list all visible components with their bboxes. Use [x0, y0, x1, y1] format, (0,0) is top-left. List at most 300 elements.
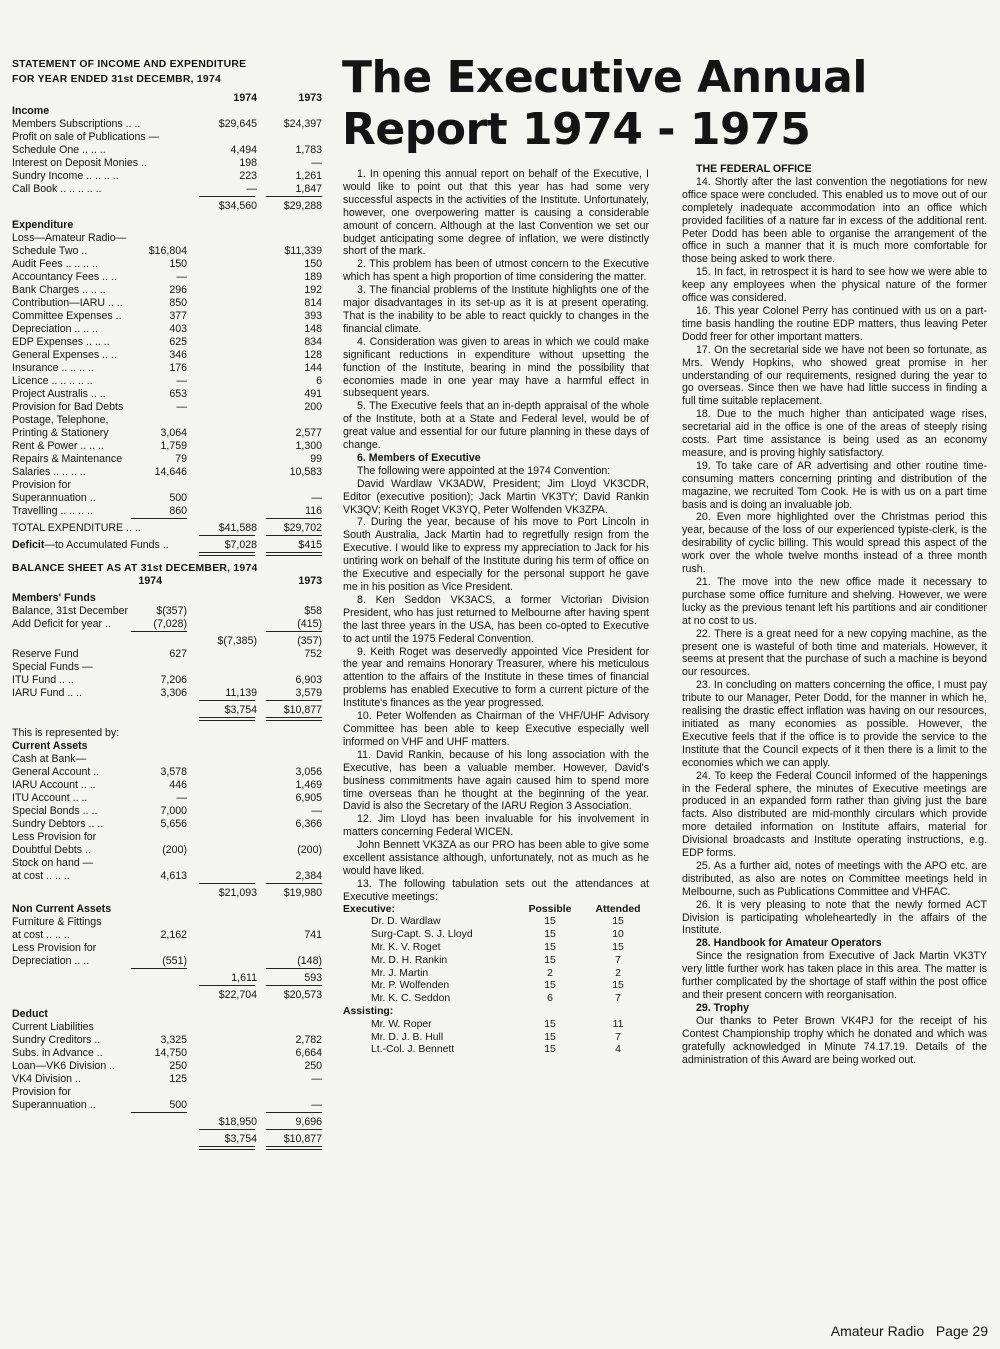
balance-value-prior: —: [311, 1073, 322, 1085]
ledger-label: Licence .. .. .. .. ..: [12, 375, 93, 387]
ledger-value-current: $16,804: [148, 245, 187, 257]
balance-row: [12, 929, 322, 942]
paragraph: 21. The move into the new office made it necessary to purchase some office furniture and shelving. However, we were lucky as the previous tenant left his partitions and air conditioner at no cost to us.: [682, 576, 987, 627]
balance-value-prior: 6,903: [295, 674, 322, 686]
ledger-label: Rent & Power .. .. ..: [12, 440, 104, 452]
meetings-possible: 2: [547, 967, 553, 979]
statement-subheading: FOR YEAR ENDED 31st DECEMBR, 1974: [12, 74, 222, 85]
ledger-value-prior: 10,583: [289, 466, 322, 478]
ledger-row: [12, 258, 322, 271]
ledger-value-current: 500: [169, 492, 187, 504]
statement-heading: STATEMENT OF INCOME AND EXPENDITURE: [12, 59, 247, 70]
ledger-row: [12, 297, 322, 310]
balance-label: ITU Fund .. ..: [12, 674, 74, 686]
funds-total: $3,754 $10,877: [224, 704, 322, 716]
attendance-row: [343, 1019, 649, 1032]
ledger-row: [12, 479, 322, 492]
ledger-label: Insurance .. .. .. ..: [12, 362, 94, 374]
statement-year-header: 1974 1973: [233, 92, 322, 104]
ledger-value-current: 403: [169, 323, 187, 335]
ledger-label: Interest on Deposit Monies ..: [12, 157, 147, 169]
balance-row: [12, 955, 322, 968]
ledger-value-prior: 200: [304, 401, 322, 413]
ledger-label: Audit Fees .. .. .. ..: [12, 258, 98, 270]
balance-label: Loan—VK6 Division ..: [12, 1060, 116, 1072]
ledger-value-current: 14,646: [154, 466, 187, 478]
ledger-label: Printing & Stationery: [12, 427, 109, 439]
paragraph: 20. Even more highlighted over the Christmas period this year, because of the loss of our experienced typiste-clerk, is the desirability of cyclic billing. This would spread this aspect of the work over the whole twelve months instead of a three month rush.: [682, 511, 987, 576]
paragraph: 11. David Rankin, because of his long association with the Executive, has been a valuable member. However, David's business commitments have again caused him to spend more time overseas than he thought at the beginning of the year. David is also the Secretary of the IARU Region 3 Association.: [343, 748, 649, 813]
article-column-1: [343, 168, 649, 1057]
balance-value: 4,613: [160, 870, 187, 882]
balance-value-prior: 6,366: [295, 818, 322, 830]
income-total: $34,560 $29,288: [218, 200, 322, 212]
balance-label: IARU Fund .. ..: [12, 687, 83, 699]
ledger-row: [12, 336, 322, 349]
ledger-value-current: —: [176, 375, 187, 387]
balance-label: Sundry Debtors .. ..: [12, 818, 104, 830]
balance-value-prior: 752: [304, 648, 322, 660]
ledger-value-current: 346: [169, 349, 187, 361]
ledger-value-prior: 814: [304, 297, 322, 309]
ledger-row: [12, 245, 322, 258]
ledger-value-current: 223: [239, 170, 257, 182]
balance-value-prior: —: [311, 805, 322, 817]
ledger-value-current: 860: [169, 505, 187, 517]
ledger-value-current: —: [246, 183, 257, 195]
balance-label: Balance, 31st December: [12, 605, 129, 617]
ledger-row: [12, 362, 322, 375]
paragraph: Our thanks to Peter Brown VK4PJ for the receipt of his Contest Championship trophy which he donated and which was gratefully acknowledged in Minute 74.17.19. Details of the administration of this Award are being worked out.: [682, 1014, 987, 1066]
balance-value: 3,325: [160, 1034, 187, 1046]
paragraph: 14. Shortly after the last convention the negotiations for new office space were concluded. This enabled us to move out of our completely inadequate accommodation into an office which provided facilities of a nature far in excess of the additional rent. Peter Dodd has been able to organise the arrangement of the office in such a manner that it is much more comfortable for those being asked to work there.: [682, 175, 987, 266]
ledger-label: Project Australis .. ..: [12, 388, 106, 400]
section-heading: 29. Trophy: [696, 1001, 749, 1014]
balance-value: 3,578: [160, 766, 187, 778]
paragraph: 24. To keep the Federal Council informed of the happenings in the Federal sphere, the minutes of Executive meetings are produced in an expanded form rather than giving just the bare facts. Also distributed are mid-monthly circulars which provide more detailed information on Institute affairs, material for Divisional broadcasts and Institute operating instructions, e.g. EDP forms.: [682, 769, 987, 860]
paragraph: 16. This year Colonel Perry has continued with us on a part-time basis handling the routine EDP matters, thus leaving Peter Dodd freer for other important matters.: [682, 304, 987, 343]
ledger-value-current: 176: [169, 362, 187, 374]
balance-label: Less Provision for: [12, 942, 97, 954]
ledger-value-prior: 99: [310, 453, 322, 465]
ledger-value-current: 198: [239, 157, 257, 169]
ledger-row: [12, 492, 322, 505]
balance-value: 446: [169, 779, 187, 791]
ledger-row: [12, 375, 322, 388]
ledger-label: Profit on sale of Publications —: [12, 131, 160, 143]
paragraph: David Wardlaw VK3ADW, President; Jim Lloyd VK3CDR, Editor (executive position); Jack Martin VK3TY; David Rankin VK3QV; Keith Roget VK3YQ, Peter Wolfenden VK3ZPA.: [343, 477, 649, 516]
paragraph: 5. The Executive feels that an in-depth appraisal of the whole of the Institute, both at a State and Federal level, would be of great value and essential for our future planning in these days of change.: [343, 400, 649, 452]
balance-label: at cost .. .. ..: [12, 870, 70, 882]
ledger-value-current: 850: [169, 297, 187, 309]
balance-label: Current Liabilities: [12, 1021, 94, 1033]
paragraph: 26. It is very pleasing to note that the newly formed ACT Division is participating wholeheartedly in the affairs of the Institute.: [682, 898, 987, 937]
paragraph: 3. The financial problems of the Institute highlights one of the major disadvantages in its set-up as it is at present operating. That is the inability to be able to react quickly to changes in the financial climate.: [343, 284, 649, 335]
ledger-row: [12, 183, 322, 196]
ledger-value-prior: 116: [305, 505, 322, 517]
meetings-possible: 15: [544, 929, 556, 941]
attendance-row: [343, 968, 649, 981]
balance-label: Special Funds —: [12, 661, 93, 673]
balance-value: $(357): [156, 605, 187, 617]
meetings-possible: 6: [547, 993, 553, 1005]
balance-value: 7,206: [160, 674, 187, 686]
publication-name: Amateur Radio: [830, 1323, 925, 1339]
balance-row: [12, 618, 322, 631]
members-subtotal: $(7,385) (357): [217, 635, 322, 647]
attendance-row: [343, 929, 649, 942]
meetings-attended: 15: [612, 980, 624, 992]
attendee-name: Mr. J. Martin: [371, 967, 429, 979]
deduct-heading: Deduct: [12, 1008, 48, 1020]
balance-heading: BALANCE SHEET AS AT 31st DECEMBER, 1974: [12, 563, 258, 574]
ledger-value-prior: 1,300: [295, 440, 322, 452]
represented-label: This is represented by:: [12, 727, 120, 739]
total-expenditure: TOTAL EXPENDITURE .. .. $41,588 $29,702: [12, 522, 322, 534]
balance-value: 250: [169, 1060, 187, 1072]
ledger-label: Contribution—IARU .. ..: [12, 297, 123, 309]
attendee-name: Dr. D. Wardlaw: [371, 916, 441, 928]
ledger-row: [12, 427, 322, 440]
attendance-row: [343, 955, 649, 968]
attendee-name: Mr. D. J. B. Hull: [371, 1031, 444, 1043]
attendee-name: Mr. P. Wolfenden: [371, 980, 450, 992]
ledger-row: [12, 271, 322, 284]
ledger-value-current: 3,064: [160, 427, 187, 439]
ledger-row: [12, 505, 322, 518]
ledger-label: Schedule One .. .. ..: [12, 144, 106, 156]
balance-year-header: 1974 1973: [138, 575, 322, 587]
balance-row: [12, 870, 322, 883]
ledger-label: Call Book .. .. .. .. ..: [12, 183, 102, 195]
balance-value-prior: 250: [304, 1060, 322, 1072]
balance-label: Depreciation .. ..: [12, 955, 90, 967]
expenditure-rows: [12, 232, 322, 518]
attendance-row: [343, 1044, 649, 1057]
meetings-attended: 15: [612, 916, 624, 928]
balance-label: VK4 Division ..: [12, 1073, 81, 1085]
ledger-value-prior: 1,783: [295, 144, 322, 156]
ledger-value-prior: 150: [304, 258, 322, 270]
paragraph: 8. Ken Seddon VK3ACS, a former Victorian Division President, who has just returned to Melbourne after having spent the last three years in the USA, has been co-opted to Executive to act until the 1975 Federal Convention.: [343, 593, 649, 645]
balance-row: [12, 1021, 322, 1034]
balance-value: 3,306: [160, 687, 187, 699]
meetings-attended: 7: [615, 954, 621, 966]
attendee-name: Mr. W. Roper: [371, 1018, 432, 1030]
ledger-label: Members Subscriptions .. ..: [12, 118, 141, 130]
balance-label: Doubtful Debts ..: [12, 844, 91, 856]
ledger-label: Postage, Telephone,: [12, 414, 109, 426]
meetings-attended: 10: [612, 929, 624, 941]
ledger-row: [12, 401, 322, 414]
balance-value-prior: —: [311, 1099, 322, 1111]
balance-value: 5,656: [160, 818, 187, 830]
meetings-possible: 15: [544, 1031, 556, 1043]
paragraph: Since the resignation from Executive of Jack Martin VK3TY very little further work has taken place in this area. The matter is further complicated by the shortage of staff within the post office and their present concern with reorganisation.: [682, 950, 987, 1001]
ledger-value-prior: $24,397: [283, 118, 322, 130]
balance-row: [12, 831, 322, 844]
balance-value: 125: [169, 1073, 187, 1085]
paragraph: 12. Jim Lloyd has been invaluable for his involvement in matters concerning Federal WICEN.: [343, 813, 649, 839]
balance-row: [12, 674, 322, 687]
attendance-row: [343, 942, 649, 955]
balance-row: [12, 857, 322, 870]
balance-row: [12, 844, 322, 857]
balance-row: [12, 1099, 322, 1112]
non-current-asset-rows: [12, 916, 322, 968]
balance-row: [12, 818, 322, 831]
attendance-row: [343, 993, 649, 1006]
paragraph: 22. There is a great need for a new copying machine, as the present one is wasteful of both time and materials. However, it seems at present that the purchase of such a machine is beyond our resources.: [682, 627, 987, 679]
attendance-row: [343, 1032, 649, 1045]
ledger-row: [12, 157, 322, 170]
ledger-row: [12, 284, 322, 297]
ledger-value-current: 625: [169, 336, 187, 348]
ledger-row: [12, 466, 322, 479]
current-assets-heading: Current Assets: [12, 740, 88, 752]
ledger-row: [12, 414, 322, 427]
ledger-label: Sundry Income .. .. .. ..: [12, 170, 119, 182]
ledger-row: [12, 388, 322, 401]
balance-value: 14,750: [154, 1047, 187, 1059]
attendee-name: Lt.-Col. J. Bennett: [371, 1044, 455, 1056]
deduct-rows: [12, 1021, 322, 1112]
ledger-label: Travelling .. .. .. ..: [12, 505, 93, 517]
ledger-value-prior: 144: [304, 362, 322, 374]
balance-row: [12, 916, 322, 929]
assets-total: $22,704 $20,573: [218, 989, 322, 1001]
meetings-attended: 11: [612, 1018, 624, 1030]
paragraph: 1. In opening this annual report on behalf of the Executive, I would like to point out that this year has had some very successful aspects in the activities of the Institute. Unfortunately, however, one overpowering matter is causing a considerable amount of concern. Although at the last Convention we set our budget anticipating some degree of inflation, we were distinctly short of the mark.: [343, 168, 649, 258]
balance-label: Furniture & Fittings: [12, 916, 102, 928]
balance-label: Add Deficit for year ..: [12, 618, 111, 630]
ledger-row: [12, 453, 322, 466]
balance-row: [12, 661, 322, 674]
ledger-value-prior: 189: [304, 271, 322, 283]
ledger-row: [12, 310, 322, 323]
ledger-value-current: $29,645: [218, 118, 257, 130]
paragraph: 10. Peter Wolfenden as Chairman of the VHF/UHF Advisory Committee has been able to keep Executive especially well informed on VHF and UHF matters.: [343, 710, 649, 748]
paragraph: 17. On the secretarial side we have not been so fortunate, as Mrs. Wendy Hopkins, who showed great promise in her understanding of our requirements, resigned during the year to go overseas. Since then we have had little success in finding a full time suitable replacement.: [682, 343, 987, 408]
balance-value-prior: 741: [304, 929, 322, 941]
article-column-2: [682, 163, 987, 1066]
paragraph: 4. Consideration was given to areas in which we could make significant reductions in expenditure without upsetting the function of the Institute, bearing in mind the possibility that economies made in one year may have a harmful effect in subsequent years.: [343, 335, 649, 400]
ledger-value-prior: 491: [304, 388, 322, 400]
members-funds-heading: Members' Funds: [12, 592, 96, 604]
ledger-row: [12, 170, 322, 183]
balance-row: [12, 805, 322, 818]
ledger-value-current: 150: [169, 258, 187, 270]
balance-value-prior: 2,782: [295, 1034, 322, 1046]
ledger-value-prior: —: [311, 492, 322, 504]
attendee-name: Mr. K. V. Roget: [371, 942, 441, 954]
ledger-row: [12, 118, 322, 131]
balance-label: ITU Account .. ..: [12, 792, 88, 804]
paragraph: John Bennett VK3ZA as our PRO has been able to give some excellent assistance although, unfortunately, not as much as he would have liked.: [343, 839, 649, 877]
ledger-value-prior: 148: [304, 323, 322, 335]
paragraph: 15. In fact, in retrospect it is hard to see how we were able to keep any employees when the physical nature of the former office was considered.: [682, 266, 987, 305]
balance-label: Cash at Bank—: [12, 753, 87, 765]
ledger-row: [12, 323, 322, 336]
ledger-value-current: 4,494: [230, 144, 257, 156]
ledger-label: Superannuation ..: [12, 492, 96, 504]
ledger-label: Committee Expenses ..: [12, 310, 122, 322]
ledger-value-current: 79: [175, 453, 187, 465]
meetings-attended: 7: [615, 1031, 621, 1043]
non-current-total: 1,611 593: [231, 972, 322, 984]
balance-label: Superannuation ..: [12, 1099, 96, 1111]
reserve-rows: [12, 648, 322, 700]
attendance-table: [343, 904, 649, 1058]
balance-label: at cost .. .. ..: [12, 929, 70, 941]
ledger-value-prior: 6: [316, 375, 322, 387]
balance-row: [12, 792, 322, 805]
balance-label: Stock on hand —: [12, 857, 94, 869]
attendee-name: Mr. D. H. Rankin: [371, 954, 448, 966]
ledger-value-current: 377: [169, 310, 187, 322]
balance-row: [12, 1060, 322, 1073]
balance-label: General Account ..: [12, 766, 100, 778]
net-total: $3,754 $10,877: [224, 1133, 322, 1145]
ledger-value-prior: 2,577: [295, 427, 322, 439]
financial-statements: [12, 58, 322, 1150]
ledger-value-prior: 1,261: [295, 170, 322, 182]
ledger-label: Bank Charges .. .. ..: [12, 284, 106, 296]
ledger-value-current: 296: [169, 284, 187, 296]
page-number: Page 29: [935, 1323, 988, 1339]
meetings-attended: 4: [615, 1044, 621, 1056]
ledger-value-prior: 128: [304, 349, 322, 361]
ledger-value-current: 1,759: [160, 440, 187, 452]
balance-row: [12, 1047, 322, 1060]
ledger-label: Accountancy Fees .. ..: [12, 271, 117, 283]
balance-value-prior: 3,056: [295, 766, 322, 778]
paragraph: 2. This problem has been of utmost concern to the Executive which has spent a high proportion of time considering the matter.: [343, 258, 649, 284]
page-footer: [831, 1323, 988, 1339]
ledger-label: Repairs & Maintenance: [12, 453, 123, 465]
ledger-row: [12, 349, 322, 362]
non-current-assets-heading: Non Current Assets: [12, 903, 112, 915]
members-rows: [12, 605, 322, 631]
ledger-value-prior: $11,339: [284, 245, 322, 257]
meetings-possible: 15: [544, 942, 556, 954]
paragraph: 19. To take care of AR advertising and other routine time-consuming matters concerning printing and distribution of the magazine, we recruited Tom Cook. He is with us on a part time basis and is doing an invaluable job.: [682, 459, 987, 511]
balance-value: 2,162: [160, 929, 187, 941]
balance-value-prior: 2,384: [295, 870, 322, 882]
ledger-row: [12, 440, 322, 453]
paragraph: 25. As a further aid, notes of meetings with the APO etc. are distributed, as also are notes on Committee meetings held in Melbourne, such as Publications Committee and VHFAC.: [682, 859, 987, 898]
balance-row: [12, 605, 322, 618]
balance-value-prior: $58: [304, 605, 322, 617]
balance-value: 627: [169, 648, 187, 660]
balance-label: Reserve Fund: [12, 648, 79, 660]
title-line-2: Report 1974 - 1975: [342, 104, 811, 155]
balance-label: IARU Account .. ..: [12, 779, 96, 791]
balance-row: [12, 766, 322, 779]
deduct-total: $18,950 9,696: [218, 1116, 322, 1128]
income-heading: Income: [12, 105, 50, 117]
meetings-possible: 15: [544, 916, 556, 928]
ledger-label: Provision for: [12, 479, 71, 491]
balance-row: [12, 1086, 322, 1099]
balance-row: [12, 1073, 322, 1086]
ledger-value-current: —: [176, 271, 187, 283]
meetings-possible: 15: [544, 1018, 556, 1030]
ledger-label: Salaries .. .. .. ..: [12, 466, 86, 478]
ledger-label: EDP Expenses .. .. ..: [12, 336, 110, 348]
meetings-attended: 2: [615, 967, 621, 979]
balance-value-prior: 3,579: [295, 687, 322, 699]
paragraph: 9. Keith Roget was deservedly appointed Vice President for the year and remains Honorary Treasurer, where his meticulous attention to the affairs of the Institute in these times of financial problems has enabled Executive to form a current picture of the Institute's finances as the year progressed.: [343, 645, 649, 710]
income-rows: [12, 118, 322, 196]
ledger-value-prior: 192: [304, 284, 322, 296]
meetings-possible: 15: [544, 1044, 556, 1056]
attendee-name: Surg-Capt. S. J. Lloyd: [371, 929, 473, 941]
paragraph: 18. Due to the much higher than anticipated wage rises, secretarial aid in the office is one of the areas of steeply rising costs. Part time assistance is being used as an economy measure, and is proving highly satisfactory.: [682, 408, 987, 459]
balance-value-prior: (148): [297, 955, 322, 967]
balance-row: [12, 753, 322, 766]
balance-label: Less Provision for: [12, 831, 97, 843]
balance-value: (551): [162, 955, 187, 967]
balance-label: Special Bonds .. ..: [12, 805, 98, 817]
deficit-row: Deficit—to Accumulated Funds .. $7,028 $415: [12, 539, 322, 551]
balance-value: 500: [169, 1099, 187, 1111]
ledger-label: Schedule Two ..: [12, 245, 88, 257]
balance-value-prior: (200): [297, 844, 322, 856]
article-title: [342, 52, 992, 156]
balance-value-prior: 6,905: [295, 792, 322, 804]
balance-label: Sundry Creditors ..: [12, 1034, 101, 1046]
attendance-row: [343, 916, 649, 929]
section-heading: 28. Handbook for Amateur Operators: [696, 937, 882, 950]
ledger-row: [12, 232, 322, 245]
ledger-label: General Expenses .. ..: [12, 349, 117, 361]
paragraph: 7. During the year, because of his move to Port Lincoln in South Australia, Jack Martin had to regretfully resign from the Executive. I would like to express my appreciation to Jack for his untiring work on behalf of the Institute during his term of office on the Executive and especially for the personal support he gave me in his position as Vice President.: [343, 516, 649, 593]
balance-subtotal: 11,139: [225, 687, 257, 699]
balance-value-prior: 1,469: [295, 779, 322, 791]
title-line-1: The Executive Annual: [342, 52, 867, 103]
section-heading: THE FEDERAL OFFICE: [696, 163, 812, 175]
balance-row: [12, 779, 322, 792]
current-assets-total: $21,093 $19,980: [218, 887, 322, 899]
section-heading: 6. Members of Executive: [357, 451, 481, 464]
ledger-value-prior: 393: [304, 310, 322, 322]
ledger-row: [12, 131, 322, 144]
paragraph: 23. In concluding on matters concerning the office, I must pay tribute to our Manager, Peter Dodd, for the manner in which he, realising the drastic effect inflation was having on our resources, initiated as many economies as possible. However, the Executive feels that if the office is to provide the service to the Institute that the Council expects of it then there is a limit to the economies which we can apply.: [682, 679, 987, 769]
attendance-row: [343, 980, 649, 993]
expenditure-heading: Expenditure: [12, 219, 74, 231]
balance-label: Subs. in Advance ..: [12, 1047, 103, 1059]
meetings-possible: 15: [544, 954, 556, 966]
balance-value: —: [176, 792, 187, 804]
balance-row: [12, 942, 322, 955]
balance-row: [12, 648, 322, 661]
current-asset-rows: [12, 753, 322, 883]
balance-label: Provision for: [12, 1086, 71, 1098]
ledger-label: Depreciation .. .. ..: [12, 323, 98, 335]
ledger-value-prior: —: [311, 157, 322, 169]
paragraph: 13. The following tabulation sets out the attendances at Executive meetings:: [343, 877, 649, 903]
ledger-value-prior: 834: [304, 336, 322, 348]
assisting-label: Assisting:: [343, 1006, 394, 1018]
balance-value-prior: 6,664: [295, 1047, 322, 1059]
balance-value: (7,028): [153, 618, 187, 630]
ledger-value-current: —: [176, 401, 187, 413]
balance-value: (200): [162, 844, 187, 856]
meetings-possible: 15: [544, 980, 556, 992]
balance-row: [12, 1034, 322, 1047]
ledger-row: [12, 144, 322, 157]
